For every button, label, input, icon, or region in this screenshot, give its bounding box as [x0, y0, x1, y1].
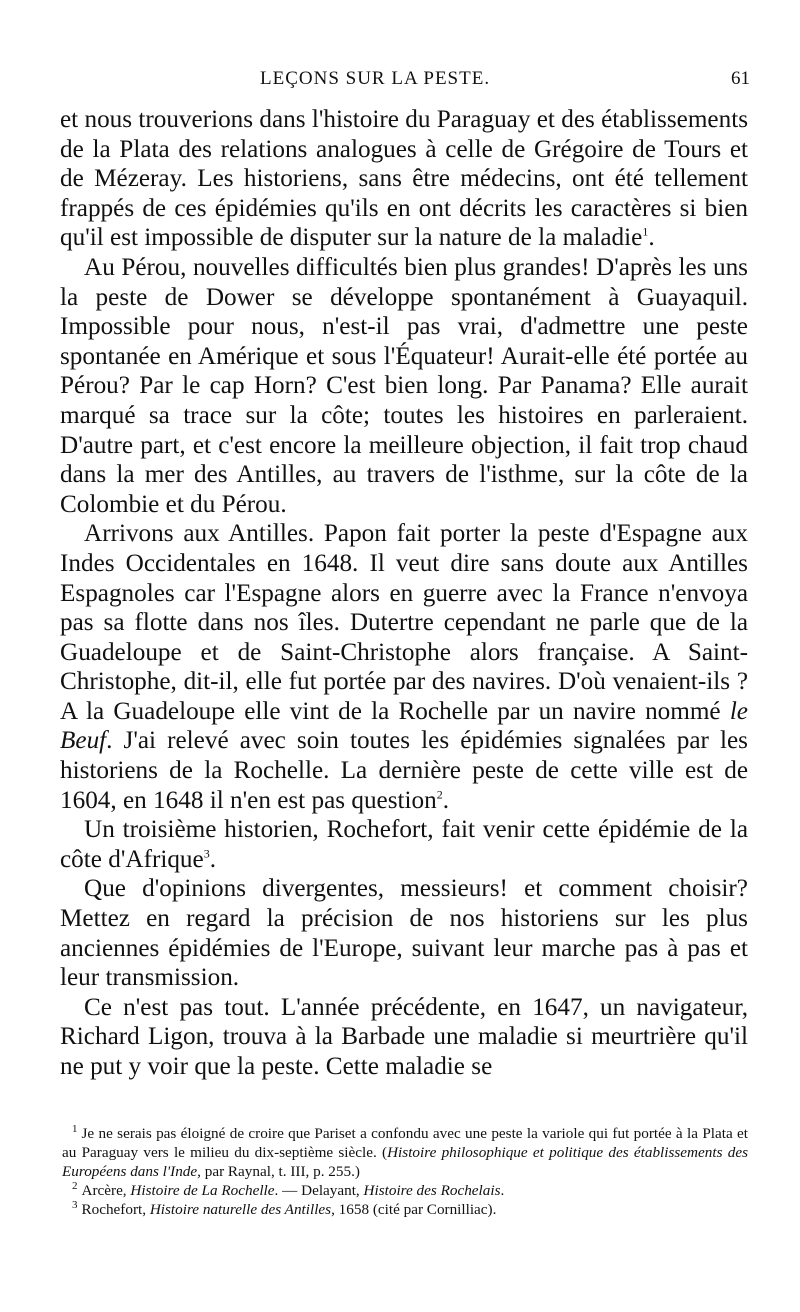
footnote-3: [62, 1200, 748, 1219]
paragraph-3-text-b: . J'ai relevé avec soin toutes les épidémies signalées par les historiens de la Rochelle. La dernière peste de cette ville est de 1604, en 1648 il n'en est pas question: [60, 727, 748, 814]
ship-name: le Beuf: [60, 697, 748, 755]
footnote-3-text-a: Rochefort,: [81, 1201, 150, 1218]
footnote-1-text-a: Je ne serais pas éloigné de croire que Pariset a confondu avec une peste la variole qui fut portée à la Plata et au Paraguay vers le milieu du dix-septième siècle. (: [62, 1125, 748, 1161]
footnote-3-number: 3: [72, 1198, 78, 1211]
paragraph-6: [60, 993, 748, 1082]
paragraph-4-text: Un troisième historien, Rochefort, fait venir cette épidémie de la côte d'Afrique: [60, 816, 748, 873]
running-head: [60, 68, 750, 98]
footnote-1: [62, 1124, 748, 1181]
paragraph-5-text: Que d'opinions divergentes, messieurs! et comment choisir? Mettez en regard la précision de nos historiens sur les plus anciennes épidémies de l'Europe, suivant leur marche pas à pas et leur transmission.: [60, 875, 748, 992]
paragraph-6-text: Ce n'est pas tout. L'année précédente, en 1647, un navigateur, Richard Ligon, trouva à la Barbade une maladie si meurtrière qu'il ne put y voir que la peste. Cette maladie se: [60, 993, 748, 1080]
footnote-3-title: Histoire naturelle des Antilles: [149, 1201, 332, 1218]
footnote-1-number: 1: [72, 1122, 78, 1135]
footnote-3-text-b: , 1658 (cité par Cornilliac).: [331, 1201, 497, 1218]
paragraph-2-text: Au Pérou, nouvelles difficultés bien plus grandes! D'après les uns la peste de Dower se développe spontanément à Guayaquil. Impossible pour nous, n'est-il pas vrai, d'admettre une peste spontanée en Amérique et sous l'Équateur! Aurait-elle été portée au Pérou? Par le cap Horn? C'est bien long. Par Panama? Elle aurait marqué sa trace sur la côte; toutes les histoires en parleraient. D'autre part, et c'est encore la meilleure objection, il fait trop chaud dans la mer des Antilles, au travers de l'isthme, sur la côte de la Colombie et du Pérou.: [60, 253, 748, 518]
footnote-1-title: Histoire philosophique et politique des établissements des Européens dans l'Inde: [62, 1144, 748, 1180]
paragraph-1: [60, 105, 748, 253]
body-text: [60, 105, 748, 1082]
paragraph-3-text-a: Arrivons aux Antilles. Papon fait porter la peste d'Espagne aux Indes Occidentales en 1648. Il veut dire sans doute aux Antilles Espagnoles car l'Espagne alors en guerre avec la France n'envoya pas sa flotte dans nos îles. Dutertre cependant ne parle que de la Guadeloupe et de Saint-Christophe alors française. A Saint-Christophe, dit-il, elle fut portée par des navires. D'où venaient-ils ? A la Guadeloupe elle vint de la Rochelle par un navire nommé: [60, 520, 748, 725]
footnote-2: [62, 1181, 748, 1200]
paragraph-1-text: et nous trouverions dans l'histoire du Paraguay et des établissements de la Plata des relations analogues à celle de Grégoire de Tours et de Mézeray. Les historiens, sans être médecins, ont été tellement frappés de ces épidémies qu'ils en ont décrits les caractères si bien qu'il est impossible de disputer sur la nature de la maladie: [60, 106, 748, 252]
paragraph-4: [60, 815, 748, 874]
paragraph-3: [60, 519, 748, 815]
footnote-2-text-a: Arcère,: [81, 1182, 131, 1199]
footnote-2-number: 2: [72, 1179, 78, 1192]
footnote-1-text-b: , par Raynal, t. III, p. 255.): [197, 1163, 360, 1180]
paragraph-2: [60, 253, 748, 519]
paragraph-3-end: .: [442, 786, 450, 814]
paragraph-4-end: .: [209, 845, 217, 873]
footnote-ref-2: 2: [436, 787, 443, 802]
footnote-2-text-c: .: [500, 1182, 505, 1199]
paragraph-1-end: .: [648, 224, 655, 252]
footnote-ref-1: 1: [642, 224, 649, 239]
paragraph-5: [60, 874, 748, 992]
page-number: 61: [731, 68, 750, 89]
footnote-2-title-2: Histoire des Rochelais: [363, 1182, 501, 1199]
footnote-2-text-b: . — Delayant,: [274, 1182, 364, 1199]
running-title: LEÇONS SUR LA PESTE.: [260, 68, 491, 89]
footnotes: [62, 1124, 748, 1219]
footnote-2-title-1: Histoire de La Rochelle: [130, 1182, 275, 1199]
footnote-ref-3: 3: [203, 846, 210, 861]
